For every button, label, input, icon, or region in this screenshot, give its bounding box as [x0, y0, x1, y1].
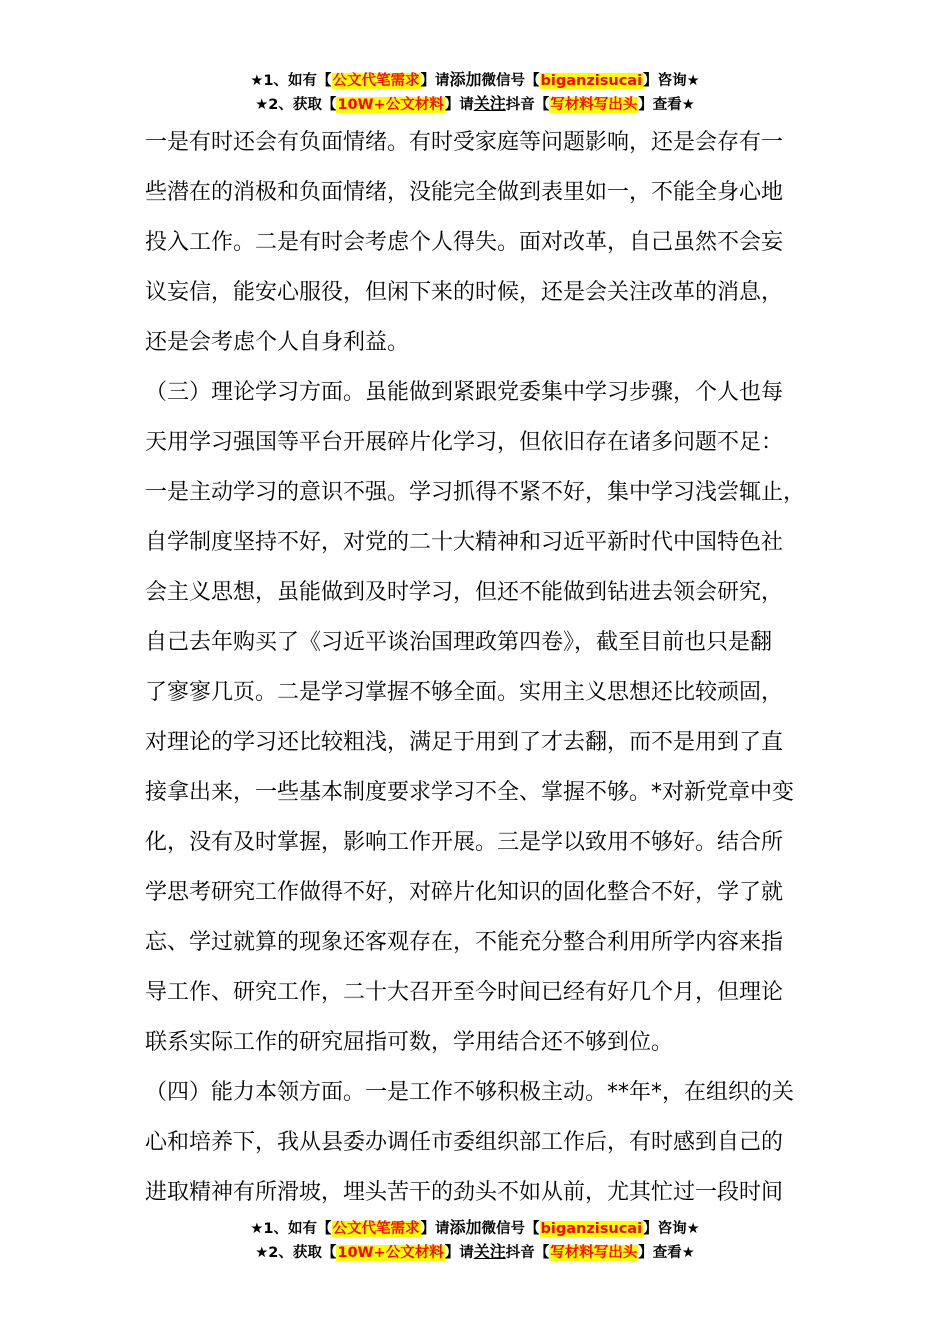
document-body [145, 118, 815, 1218]
banner-text: 】咨询★ [643, 73, 700, 89]
banner-text: 抖音【 [505, 1245, 550, 1261]
body-line: 自学制度坚持不好，对党的二十大精神和习近平新时代中国特色社 [145, 530, 784, 555]
banner-highlight: 公文代笔需求 [332, 73, 420, 89]
body-line: 接拿出来，一些基本制度要求学习不全、掌握不够。*对新党章中变 [145, 780, 795, 805]
banner-text: ★1、如有【 [250, 1221, 332, 1237]
body-line: （四）能力本领方面。一是工作不够积极主动。**年*，在组织的关 [145, 1080, 795, 1105]
body-line: 忘、学过就算的现象还客观存在，不能充分整合利用所学内容来指 [145, 930, 784, 955]
body-line: 联系实际工作的研究屈指可数，学用结合还不够到位。 [145, 1030, 674, 1055]
body-line: 学思考研究工作做得不好，对碎片化知识的固化整合不好，学了就 [145, 880, 784, 905]
banner-highlight-wechat: biganzisucai [540, 1221, 643, 1237]
banner-highlight-wechat: biganzisucai [540, 73, 643, 89]
body-line: 议妄信，能安心服役，但闲下来的时候，还是会关注改革的消息， [145, 280, 784, 305]
banner-text: ★1、如有【 [250, 73, 332, 89]
banner-text: ★2、获取【 [255, 97, 337, 113]
body-line: 导工作、研究工作，二十大召开至今时间已经有好几个月，但理论 [145, 980, 784, 1005]
banner-text: 】请 [420, 1221, 450, 1237]
banner-text: 】请 [444, 97, 474, 113]
body-line: 进取精神有所滑坡，埋头苦干的劲头不如从前，尤其忙过一段时间 [145, 1180, 784, 1205]
banner-emphasis: 关注 [473, 94, 506, 113]
banner-line-1 [0, 1216, 950, 1240]
banner-text: 】查看★ [638, 1245, 695, 1261]
body-line: 些潜在的消极和负面情绪，没能完全做到表里如一，不能全身心地 [145, 180, 784, 205]
body-line: 还是会考虑个人自身利益。 [145, 330, 410, 355]
banner-emphasis: 添加 [449, 70, 482, 89]
banner-text: 微信号【 [481, 1221, 540, 1237]
banner-line-2 [0, 1240, 950, 1264]
body-line: 天用学习强国等平台开展碎片化学习，但依旧存在诸多问题不足： [145, 430, 784, 455]
banner-text: 】咨询★ [643, 1221, 700, 1237]
body-line: 一是主动学习的意识不强。学习抓得不紧不好，集中学习浅尝辄止， [145, 480, 806, 505]
banner-highlight-douyin: 写材料写出头 [550, 1245, 638, 1261]
body-line: 自己去年购买了《习近平谈治国理政第四卷》，截至目前也只是翻 [145, 630, 773, 655]
footer-banner [0, 1216, 950, 1264]
body-line: 投入工作。二是有时会考虑个人得失。面对改革，自己虽然不会妄 [145, 230, 784, 255]
banner-highlight: 10W+公文材料 [337, 97, 444, 113]
banner-highlight-douyin: 写材料写出头 [550, 97, 638, 113]
banner-text: 抖音【 [505, 97, 550, 113]
body-line: 心和培养下，我从县委办调任市委组织部工作后，有时感到自己的 [145, 1130, 784, 1155]
header-banner [0, 68, 950, 116]
banner-text: 】查看★ [638, 97, 695, 113]
body-line: 化，没有及时掌握，影响工作开展。三是学以致用不够好。结合所 [145, 830, 784, 855]
banner-highlight: 10W+公文材料 [337, 1245, 444, 1261]
banner-line-2 [0, 92, 950, 116]
body-line: 会主义思想，虽能做到及时学习，但还不能做到钻进去领会研究， [145, 580, 784, 605]
body-line: 对理论的学习还比较粗浅，满足于用到了才去翻，而不是用到了直 [145, 730, 784, 755]
banner-text: 微信号【 [481, 73, 540, 89]
banner-text: 】请 [420, 73, 450, 89]
banner-text: ★2、获取【 [255, 1245, 337, 1261]
body-line: 了寥寥几页。二是学习掌握不够全面。实用主义思想还比较顽固， [145, 680, 784, 705]
banner-emphasis: 添加 [449, 1218, 482, 1237]
banner-text: 】请 [444, 1245, 474, 1261]
banner-line-1 [0, 68, 950, 92]
banner-emphasis: 关注 [473, 1242, 506, 1261]
body-line: 一是有时还会有负面情绪。有时受家庭等问题影响，还是会存有一 [145, 130, 784, 155]
banner-highlight: 公文代笔需求 [332, 1221, 420, 1237]
body-line: （三）理论学习方面。虽能做到紧跟党委集中学习步骤，个人也每 [145, 380, 784, 405]
